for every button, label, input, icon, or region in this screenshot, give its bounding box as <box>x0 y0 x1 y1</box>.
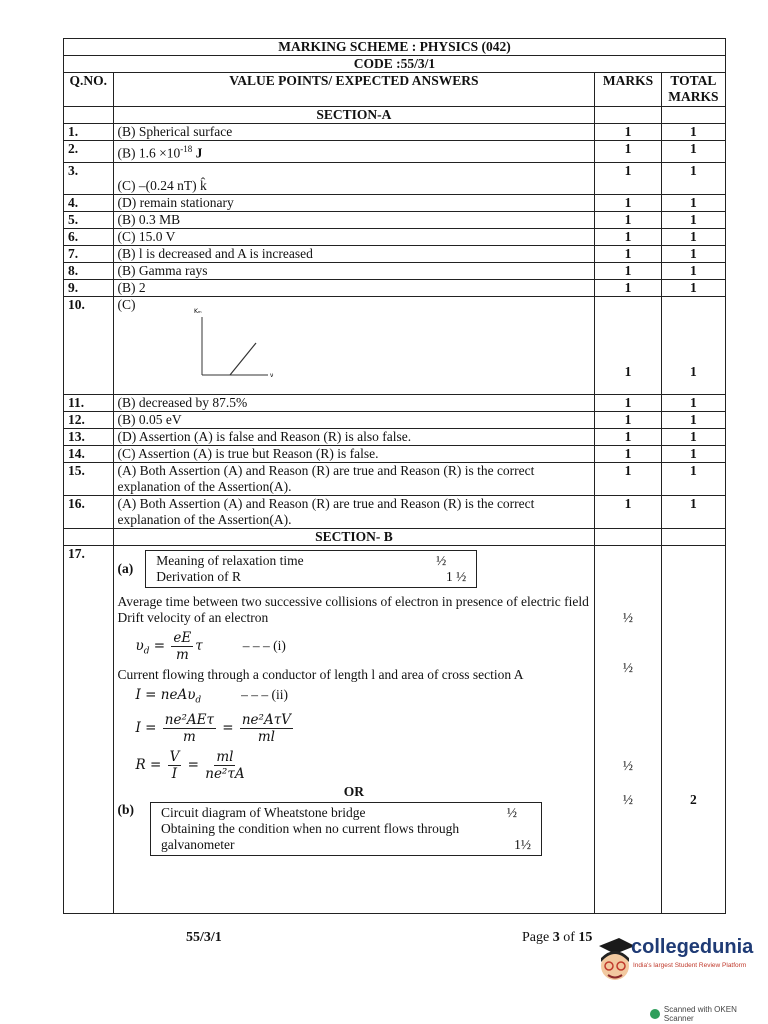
table-row: 5. (B) 0.3 MB 1 1 <box>64 211 726 228</box>
section-b-heading: SECTION- B <box>113 528 595 545</box>
col-marks: MARKS <box>595 73 661 107</box>
table-row: 16. (A) Both Assertion (A) and Reason (R) are true and Reason (R) is the correct explanation of the Assertion(A). 1 1 <box>64 495 726 528</box>
table-row: 14. (C) Assertion (A) is true but Reason (R) is false. 1 1 <box>64 445 726 462</box>
table-row: 8. (B) Gamma rays 1 1 <box>64 262 726 279</box>
scanner-icon <box>650 1009 660 1019</box>
scheme-title: MARKING SCHEME : PHYSICS (042) <box>64 39 726 56</box>
table-row-q17: 17. (a) Meaning of relaxation time ½ Derivation of R 1 ½ Average time between two successive collisions of electron in presence of electric field Drift velocity of an electron $\upsilon_d$ = $\frac{eE}{m}$ τ – – – (i) Current flowing through a conductor of length l and area of cross section A I = neAυ$_d$ – – – (ii) I = $\frac{\text{ne²AEτ}}{m}$ = $\frac{\text{ne²AτV}}{ml}$ R = $\frac{V}{I}$ = $\frac{ml}{\text{ne²τA}}$ OR (b) Circuit diagram of Wheatstone bridge ½ Obtaining the condition when no current flows through galvanometer 1½ ½ ½ ½ ½ 2 <box>64 545 726 913</box>
marking-scheme-table <box>63 38 726 914</box>
or-separator: OR <box>343 784 365 800</box>
footer-code: 55/3/1 <box>186 930 222 945</box>
table-row: 11. (B) decreased by 87.5% 1 1 <box>64 394 726 411</box>
table-row: 12. (B) 0.05 eV 1 1 <box>64 411 726 428</box>
section-a-heading: SECTION-A <box>113 107 595 124</box>
footer-page: Page 3 of 15 <box>522 930 593 945</box>
table-row: 15. (A) Both Assertion (A) and Reason (R) are true and Reason (R) is the correct explanation of the Assertion(A). 1 1 <box>64 462 726 495</box>
table-row: 4. (D) remain stationary 1 1 <box>64 194 726 211</box>
marking-box-b: Circuit diagram of Wheatstone bridge ½ Obtaining the condition when no current flows through galvanometer 1½ <box>150 802 542 856</box>
svg-text:ν: ν <box>269 371 273 379</box>
equation-current-expanded: I = $\frac{\text{ne²AEτ}}{m}$ = $\frac{\text{ne²AτV}}{ml}$ <box>135 712 291 746</box>
col-value: VALUE POINTS/ EXPECTED ANSWERS <box>113 73 595 107</box>
table-row: 1. (B) Spherical surface 1 1 <box>64 124 726 141</box>
table-row: 3. (C) –(0.24 nT) k̂ 1 1 <box>64 162 726 194</box>
equation-current: I = neAυ$_d$ <box>135 686 202 706</box>
scheme-code: CODE :55/3/1 <box>64 56 726 73</box>
table-row: 7. (B) l is decreased and A is increased 1 1 <box>64 245 726 262</box>
table-row: 10. (C) Kₘ ν 1 1 <box>64 296 726 394</box>
table-row: 9. (B) 2 1 1 <box>64 279 726 296</box>
table-row: 6. (C) 15.0 V 1 1 <box>64 228 726 245</box>
col-qno: Q.NO. <box>64 73 114 107</box>
kinetic-energy-graph <box>190 303 280 383</box>
equation-drift-velocity: $\upsilon_d$ = $\frac{eE}{m}$ τ <box>135 629 203 663</box>
col-total: TOTAL MARKS <box>661 73 725 107</box>
svg-text:Kₘ: Kₘ <box>193 307 202 315</box>
scanner-watermark: Scanned with OKEN Scanner <box>650 1005 768 1023</box>
equation-resistance: R = $\frac{V}{I}$ = $\frac{ml}{\text{ne²τA}}$ <box>135 749 245 783</box>
table-row: 2. (B) $1.6 \times 10^{-18}$ J 1 1 <box>64 141 726 163</box>
marking-box-a: Meaning of relaxation time ½ Derivation of R 1 ½ <box>145 550 477 588</box>
collegedunia-logo: collegedunia India's largest Student Review Platform <box>593 932 753 992</box>
table-row: 13. (D) Assertion (A) is false and Reason (R) is also false. 1 1 <box>64 428 726 445</box>
